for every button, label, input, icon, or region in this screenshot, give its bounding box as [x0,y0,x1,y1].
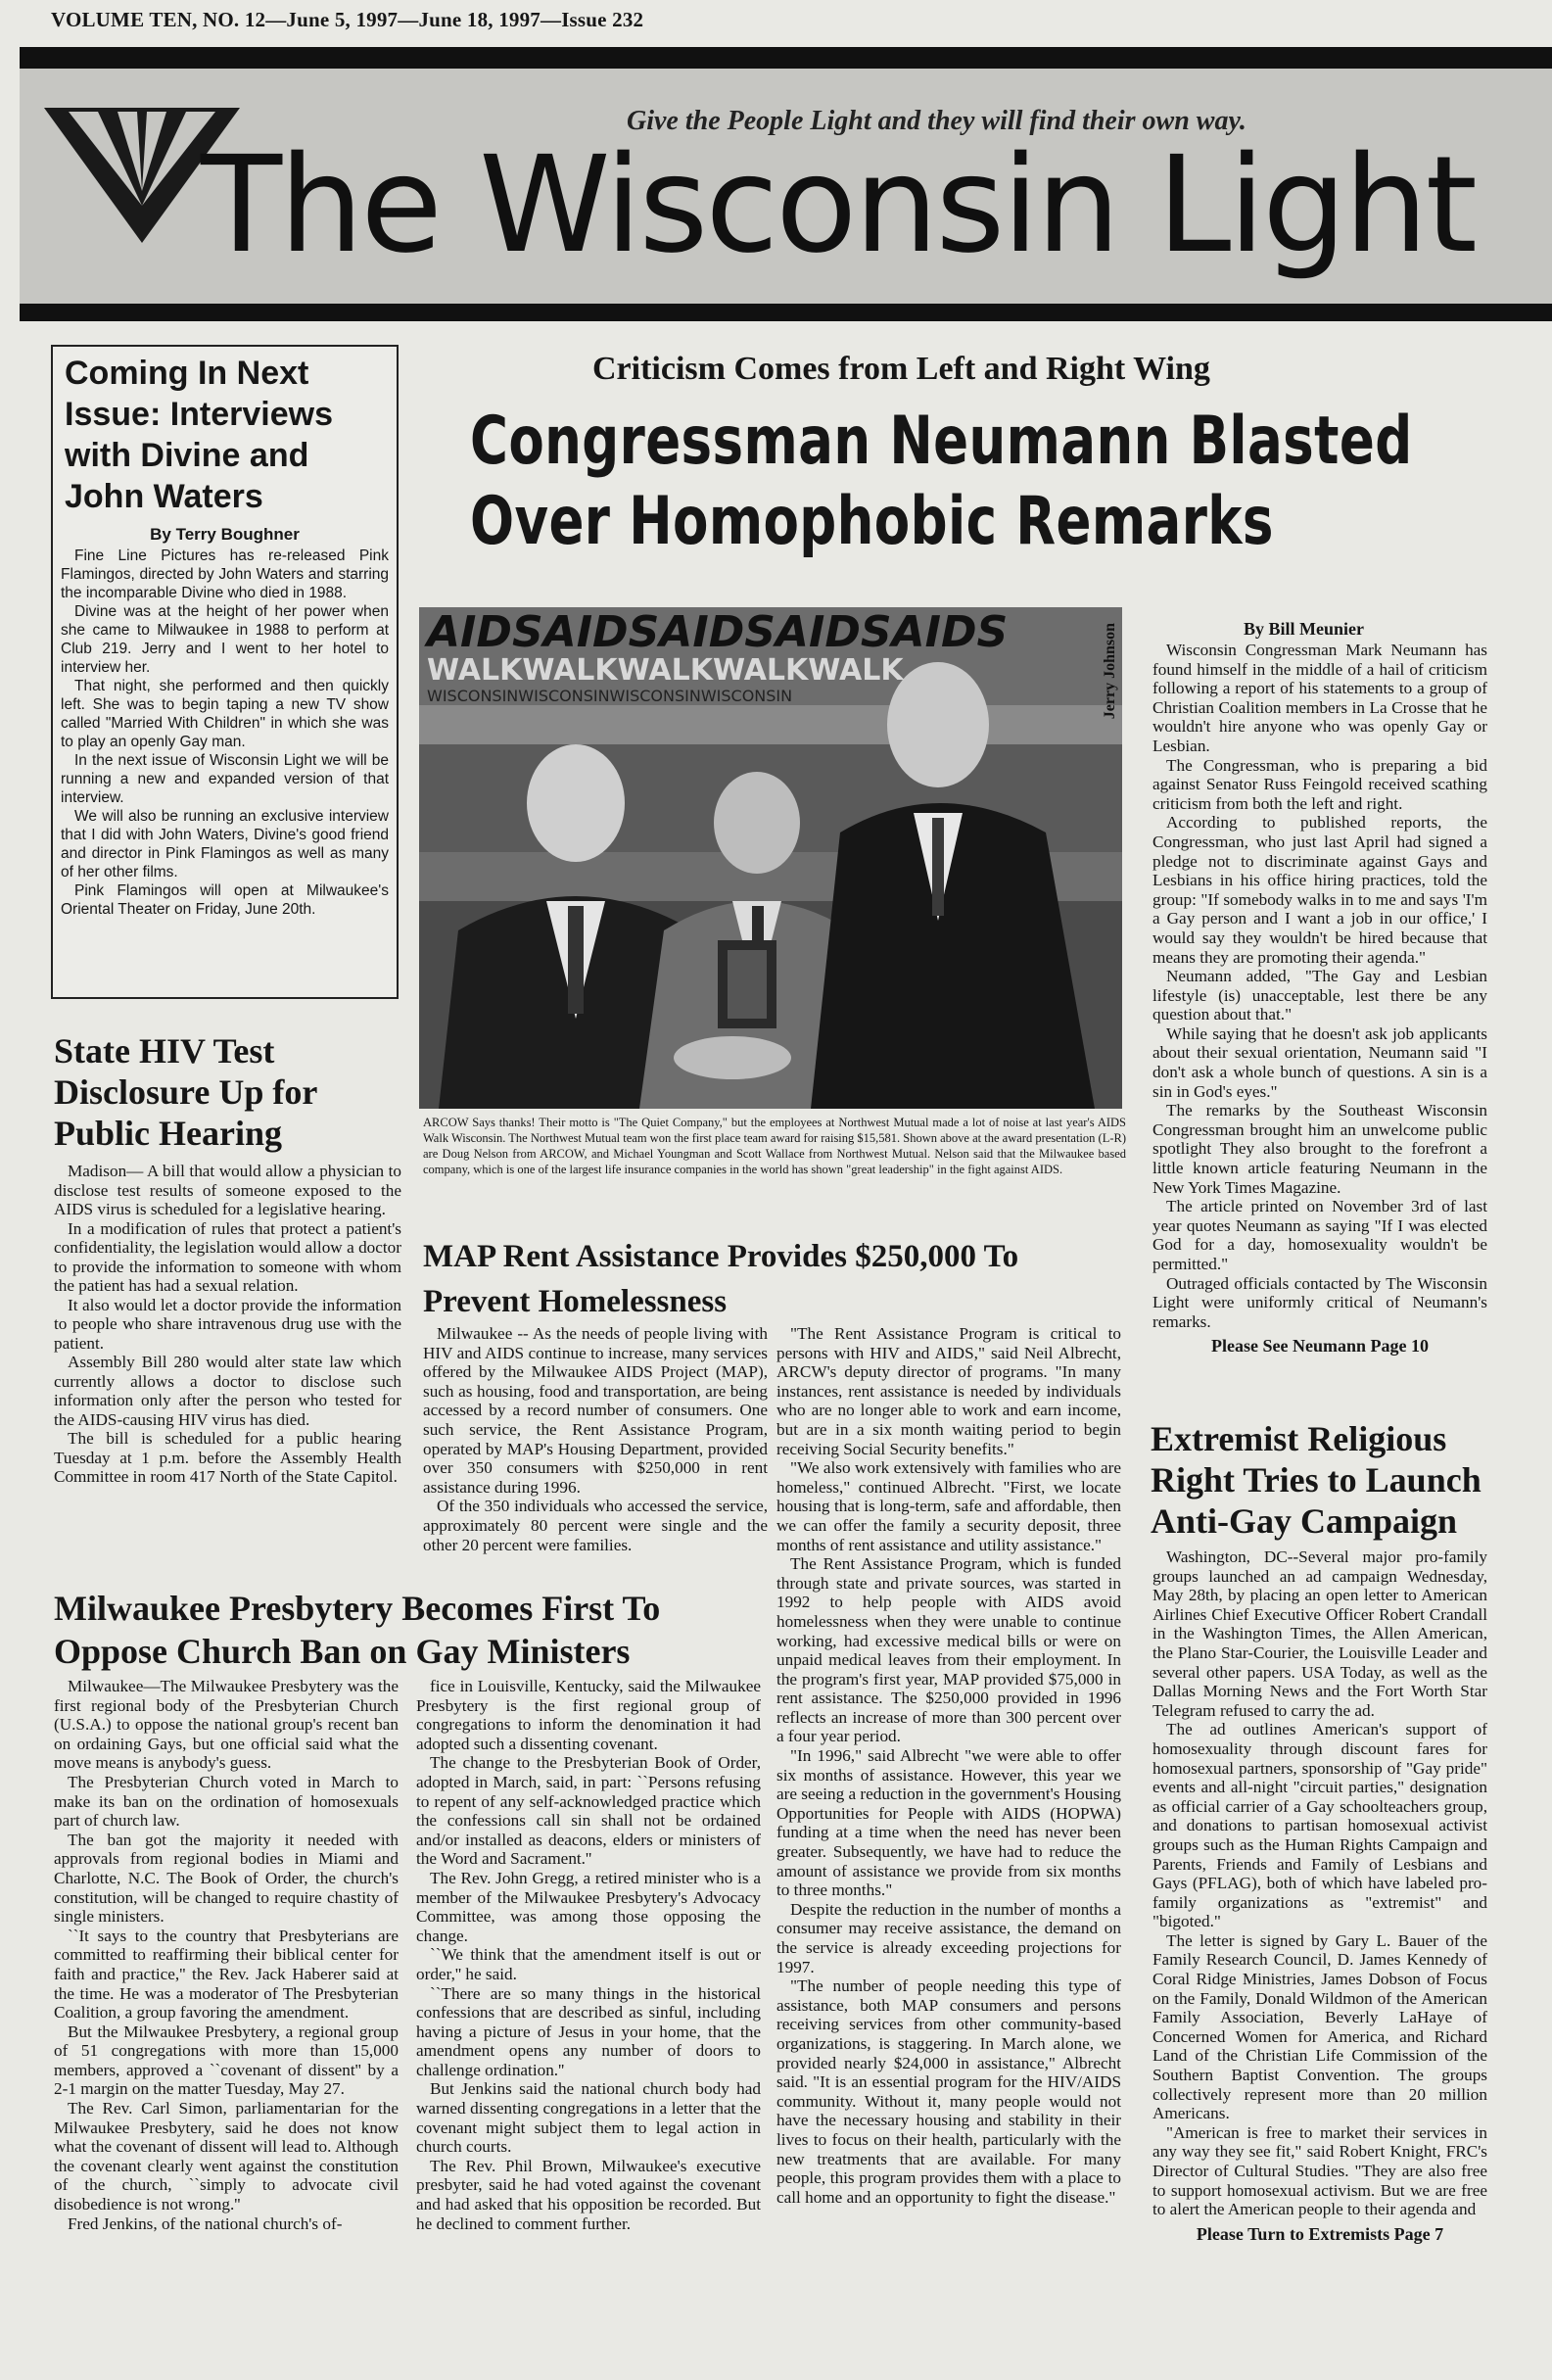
photo-illustration [419,607,1122,1109]
photo-credit: Jerry Johnson [1102,623,1118,720]
sidebar-byline: By Terry Boughner [150,525,300,544]
paragraph: The article printed on November 3rd of last year quotes Neumann as saying "If I was elected God for a day, homosexuality wouldn't be permitted." [1152,1197,1487,1273]
paragraph: ``There are so many things in the historical confessions that are described as sinful, including having a picture of Jesus in your home, that the amendment opens any number of doors to challenge ordination.'' [416,1983,761,2079]
paragraph: The letter is signed by Gary L. Bauer of the Family Research Council, D. James Kennedy of Coral Ridge Ministries, James Dobson of Focus on the Family, Donald Wildmon of the American Family Association, Beverly LaHaye of Concerned Women for America, and Richard Land of the Christian Life Commission of the Southern Baptist Convention. The groups collectively represent more than 20 million Americans. [1152,1930,1487,2123]
map-column-1 [423,1324,768,1554]
paragraph: We will also be running an exclusive interview that I did with John Waters, Divine's good friend and director in Pink Flamingos as well as many of her other films. [61,808,389,881]
lead-body [1152,641,1487,1357]
paragraph: But the Milwaukee Presbytery, a regional group of 51 congregations with more than 15,000 members, approved a ``covenant of dissent'' by a 2-1 margin on the matter Tuesday, May 27. [54,2022,399,2099]
headline-line: Congressman Neumann Blasted [470,403,1413,480]
lead-headline [470,402,1413,562]
paragraph: The bill is scheduled for a public hearing Tuesday at 1 p.m. before the Assembly Health Committee in room 417 North of the State Capitol. [54,1429,401,1486]
paragraph: fice in Louisville, Kentucky, said the Milwaukee Presbytery is the first regional group of congregations to inform the denomination it had adopted such a dissenting covenant. [416,1677,761,1753]
banner-sub-text: WALKWALKWALKWALKWALK [427,653,904,688]
paragraph: Wisconsin Congressman Mark Neumann has found himself in the middle of a hail of criticism following a report of his statements to a group of Christian Coalition members in La Crosse that he wouldn't hire anyone who was openly Gay or Lesbian. [1152,641,1487,755]
sidebar-body [61,547,389,919]
paragraph: "The number of people needing this type of assistance, both MAP consumers and persons receiving services from other community-based organizations, is staggering. In March alone, we provided nearly $24,000 in assistance," Albrecht said. "It is an essential program for the HIV/AIDS community. Without it, many people would not have the necessary housing and stability in their lives to focus on their health, particularly with the new treatments that are available. For many people, this program provides them with a place to call home and an opportunity to fight the disease." [776,1976,1121,2207]
paragraph: "The Rent Assistance Program is critical to persons with HIV and AIDS," said Neil Albrecht, ARCW's deputy director of programs. "In many instances, rent assistance is needed by individuals who are no longer able to work and earn income, but are in a six month waiting period to begin receiving Social Security benefits." [776,1324,1121,1458]
paragraph: The Rev. John Gregg, a retired minister who is a member of the Milwaukee Presbytery's Advocacy Committee, was among those opposing the change. [416,1868,761,1945]
paragraph: Washington, DC--Several major pro-family groups launched an ad campaign Wednesday, May 28th, by placing an open letter to American Airlines Chief Executive Officer Robert Crandall in the Washington Times, the Allen American, the Plano Star-Courier, the Louisville Leader and several other papers. USA Today, as well as the Dallas Morning News and the Fort Worth Star Telegram refused to carry the ad. [1152,1547,1487,1720]
paragraph: It also would let a doctor provide the information to people who share intravenous drug use with the patient. [54,1295,401,1353]
paragraph: Of the 350 individuals who accessed the service, approximately 80 percent were single and the other 20 percent were families. [423,1497,768,1554]
paragraph: Assembly Bill 280 would alter state law which currently allows a doctor to disclose such information only after the person who tested for the AIDS-causing HIV virus has died. [54,1353,401,1429]
paragraph: "In 1996," said Albrecht "we were able to offer six months of assistance. However, this year we are seeing a reduction in the government's Housing Opportunities for People with AIDS (HOPWA) funding at a time when the need has never been greater. Subsequently, we have had to reduce the amount of assistance we provide from six months to three months." [776,1746,1121,1900]
hiv-headline: State HIV Test Disclosure Up for Public Hearing [54,1031,317,1153]
paragraph: "We also work extensively with families who are homeless," continued Albrecht. "First, we locate housing that is long-term, safe and affordable, then we can offer the family a security deposit, three months of rent assistance and utility assistance." [776,1458,1121,1554]
paragraph: Milwaukee -- As the needs of people living with HIV and AIDS continue to increase, many services offered by the Milwaukee AIDS Project (MAP), such as housing, food and transportation, are being accessed by a record number of consumers. One such service, the Rent Assistance Program, operated by MAP's Housing Department, provided over 350 consumers with $250,000 in rent assistance during 1996. [423,1324,768,1497]
lead-byline: By Bill Meunier [1244,619,1364,639]
presbytery-column-1 [54,1677,399,2233]
paragraph: Neumann added, "The Gay and Lesbian lifestyle (is) unacceptable, lest there be any question about that." [1152,967,1487,1024]
paragraph: The Presbyterian Church voted in March to make its ban on the ordination of homosexuals part of church law. [54,1772,399,1831]
sidebar-headline: Coming In Next Issue: Interviews with Divine and John Waters [65,355,334,515]
presbytery-column-2 [416,1677,761,2233]
paragraph: In the next issue of Wisconsin Light we will be running a new and expanded version of that interview. [61,752,389,806]
paragraph: The Congressman, who is preparing a bid against Senator Russ Feingold received scathing criticism from both the left and right. [1152,755,1487,813]
issue-line: VOLUME TEN, NO. 12—June 5, 1997—June 18, 1997—Issue 232 [51,8,644,31]
paragraph: While saying that he doesn't ask job applicants about their sexual orientation, Neumann said "I don't ask a whole bunch of questions. A sin is a sin in God's eyes." [1152,1023,1487,1101]
map-headline: MAP Rent Assistance Provides $250,000 To Prevent Homelessness [423,1239,1019,1319]
paragraph: The Rev. Carl Simon, parliamentarian for the Milwaukee Presbytery, said he does not know what the covenant of dissent will lead to. Although the covenant clearly went against the constitution of the church, ``simply to advocate civil disobedience is not wrong.'' [54,2099,399,2214]
extremist-headline: Extremist Religious Right Tries to Launch Anti-Gay Campaign [1151,1419,1481,1541]
award-photo [419,607,1122,1109]
banner-small-text: WISCONSINWISCONSINWISCONSINWISCONSIN [427,687,793,705]
photo-caption: ARCOW Says thanks! Their motto is "The Quiet Company," but the employees at Northwest Mutual made a lot of noise at last year's AIDS Walk Wisconsin. The Northwest Mutual team won the first place team award for raising $15,581. Shown above at the award presentation (L-R) are Doug Nelson from ARCOW, and Michael Youngman and Scott Wallace from Northwest Mutual. Nelson said that the Milwaukee based company, which is one of the largest life insurance companies in the world has shown "great leadership" in the fight against AIDS. [423,1116,1126,1176]
paragraph: Divine was at the height of her power when she came to Milwaukee in 1988 to perform at Club 219. Jerry and I went to her hotel to interview her. [61,603,389,676]
extremist-jump-line: Please Turn to Extremists Page 7 [1196,2223,1444,2244]
newspaper-title: The Wisconsin Light [201,128,1475,283]
paragraph: ``We think that the amendment itself is out or order,'' he said. [416,1945,761,1983]
coming-next-issue-box [51,345,399,999]
extremist-body [1152,1547,1487,2244]
paragraph: The change to the Presbyterian Book of Order, adopted in March, said, in part: ``Persons refusing to repent of any self-acknowledged practice which the confessions call sin shall not be ordained and/or installed as deacons, elders or ministers of the Word and Sacrament.'' [416,1753,761,1869]
presbytery-headline: Milwaukee Presbytery Becomes First To Oppose Church Ban on Gay Ministers [54,1589,661,1671]
paragraph: Fred Jenkins, of the national church's of- [68,2213,343,2233]
paragraph: In a modification of rules that protect a patient's confidentiality, the legislation would allow a doctor to provide the information to someone with whom the patient has had a sexual relation. [54,1218,401,1295]
masthead-bottom-rule [20,304,1552,321]
paragraph: According to published reports, the Congressman, who just last April had signed a pledge not to discriminate against Gays and Lesbians in his office hiring practices, told the group: "If somebody walks in to me and says 'I'm a Gay person and I want a job in our office,' I would say they wouldn't be hired because that means they are promoting their agenda." [1152,813,1487,967]
paragraph: Milwaukee—The Milwaukee Presbytery was the first regional body of the Presbyterian Church (U.S.A.) to oppose the national group's recent ban on ordaining Gays, but one official said what the move means is anybody's guess. [54,1677,399,1773]
map-column-2 [776,1324,1121,2207]
paragraph: The Rev. Phil Brown, Milwaukee's executive presbyter, said he had voted against the covenant and had asked that his opposition be recorded. But he declined to comment further. [416,2156,761,2233]
paragraph: Despite the reduction in the number of months a consumer may receive assistance, the demand on the service is already exceeding projections for 1997. [776,1899,1121,1976]
paragraph: Madison— A bill that would allow a physician to disclose test results of someone exposed to the AIDS virus is scheduled for a legislative hearing. [54,1162,401,1218]
paragraph: Fine Line Pictures has re-released Pink Flamingos, directed by John Waters and starring the incomparable Divine who died in 1988. [61,547,389,601]
paragraph: ``It says to the country that Presbyterians are committed to reaffirming their biblical center for faith and practice,'' the Rev. Jack Haberer said at the time. He was a moderator of The Presbyterian Coalition, a group favoring the amendment. [54,1926,399,2023]
banner-text: AIDSAIDSAIDSAIDSAIDS [427,607,1009,657]
lead-kicker: Criticism Comes from Left and Right Wing [592,351,1210,387]
masthead-tagline: Give the People Light and they will find their own way. [627,106,1246,136]
lead-jump-line: Please See Neumann Page 10 [1211,1336,1429,1357]
paragraph: Outraged officials contacted by The Wisconsin Light were uniformly critical of Neumann's remarks. [1152,1273,1487,1331]
paragraph: Pink Flamingos will open at Milwaukee's Oriental Theater on Friday, June 20th. [61,882,389,918]
paragraph: The remarks by the Southeast Wisconsin Congressman brought him an unwelcome public spotlight They also brought to the forefront a little known article featuring Neumann in the New York Times Magazine. [1152,1101,1487,1197]
paragraph: The ad outlines American's support of homosexuality through discount fares for homosexual partners, sponsorship of "Gay pride" events and all-night "circuit parties," designation as official carrier of a Gay schoolteachers group, and donations to partisan homosexual activist groups such as the Human Rights Campaign and Parents, Friends and Family of Lesbians and Gays (PFLAG), both of which have labeled pro-family organizations as "extremist" and "bigoted." [1152,1720,1487,1931]
paragraph: "American is free to market their services in any way they see fit," said Robert Knight, FRC's Director of Cultural Studies. "They are also free to support homosexual activism. But we are free to alert the American people to their agenda and [1152,2122,1487,2219]
paragraph: That night, she performed and then quickly left. She was to begin taping a new TV show called "Married With Children" in which she was to play an openly Gay man. [61,678,389,750]
masthead-top-rule [20,47,1552,69]
headline-line: Over Homophobic Remarks [470,483,1274,560]
paragraph: The Rent Assistance Program, which is funded through state and private sources, was started in 1992 to help people with AIDS avoid homelessness when they were unable to continue working, had excessive medical bills or were on unpaid medical leaves from their employment. In the program's first year, MAP provided $75,000 in rent assistance. The $250,000 provided in 1996 reflects an increase of more than 300 percent over a four year period. [776,1554,1121,1746]
hiv-body [54,1162,401,1487]
paragraph: The ban got the majority it needed with approvals from regional bodies in Miami and Charlotte, N.C. The Book of Order, the church's constitution, will be changed to require chastity of single ministers. [54,1830,399,1927]
paragraph: But Jenkins said the national church body had warned dissenting congregations in a letter that the covenant might subject them to legal action in church courts. [416,2079,761,2157]
